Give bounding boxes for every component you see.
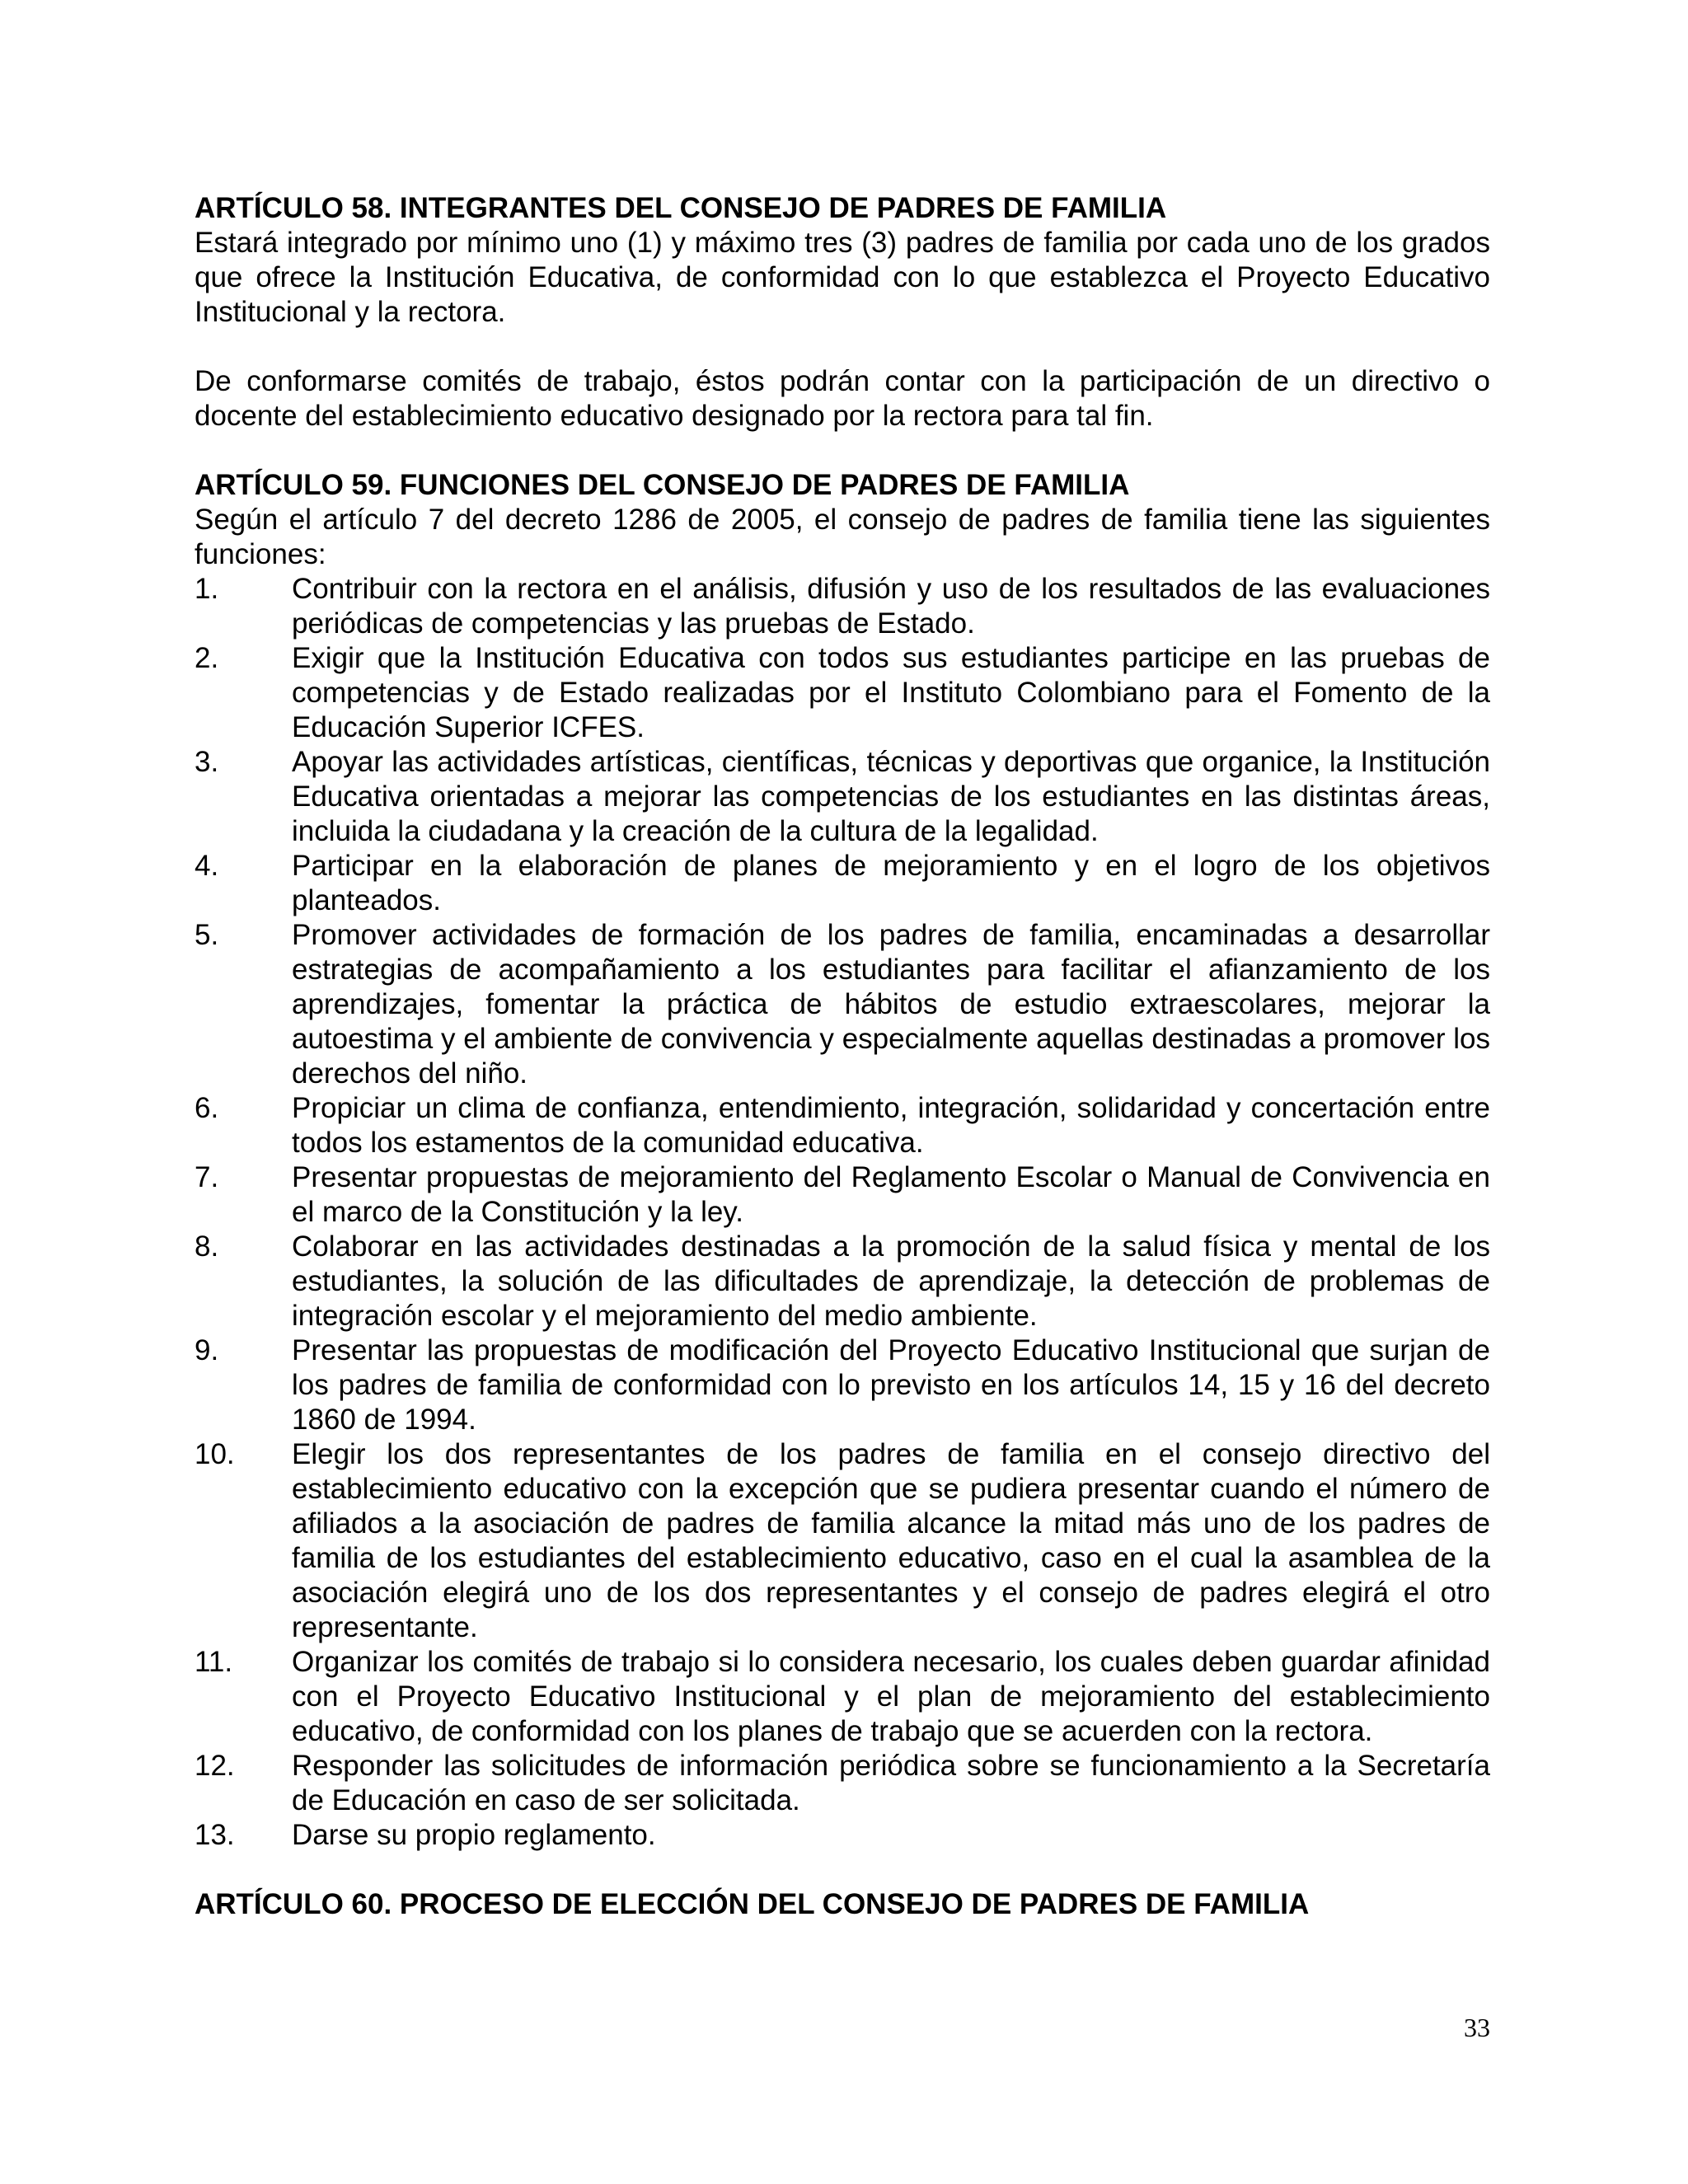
list-item-number: 9. bbox=[195, 1334, 219, 1366]
list-item-text: Elegir los dos representantes de los padres de familia en el consejo directivo del establecimiento educativo con la excepción que se pudiera presentar cuando el número de afiliados a la asociación de padres de familia alcance la mitad más uno de los padres de familia de los estudiantes del establecimiento educativo, caso en el cual la asamblea de la asociación elegirá uno de los dos representantes y el consejo de padres elegirá el otro representante. bbox=[292, 1438, 1490, 1643]
list-item-text: Apoyar las actividades artísticas, científicas, técnicas y deportivas que organice, la Institución Educativa orientadas a mejorar las competencias de los estudiantes en las distintas áreas, incluida la ciudadana y la creación de la cultura de la legalidad. bbox=[292, 746, 1490, 847]
list-item-number: 11. bbox=[195, 1646, 233, 1678]
article-58-paragraph-1: Estará integrado por mínimo uno (1) y máximo tres (3) padres de familia por cada uno de los grados que ofrece la Institución Educativa, de conformidad con lo que establezca el Proyecto Educativo Institucional y la rectora. bbox=[195, 227, 1490, 328]
list-item bbox=[195, 1091, 1490, 1160]
list-item-text: Presentar propuestas de mejoramiento del Reglamento Escolar o Manual de Convivencia en el marco de la Constitución y la ley. bbox=[292, 1161, 1490, 1228]
article-60-heading: ARTÍCULO 60. PROCESO DE ELECCIÓN DEL CONSEJO DE PADRES DE FAMILIA bbox=[195, 1888, 1310, 1920]
list-item-text: Exigir que la Institución Educativa con todos sus estudiantes participe en las pruebas de competencias y de Estado realizadas por el Instituto Colombiano para el Fomento de la Educación Superior ICFES. bbox=[292, 642, 1490, 743]
list-item-number: 8. bbox=[195, 1230, 219, 1263]
list-item-number: 6. bbox=[195, 1092, 219, 1124]
list-item bbox=[195, 918, 1490, 1091]
list-item-text: Organizar los comités de trabajo si lo considera necesario, los cuales deben guardar afinidad con el Proyecto Educativo Institucional y el plan de mejoramiento del establecimiento educativo, de conformidad con los planes de trabajo que se acuerden con la rectora. bbox=[292, 1646, 1490, 1747]
list-item-text: Promover actividades de formación de los padres de familia, encaminadas a desarrollar estrategias de acompañamiento a los estudiantes para facilitar el afianzamiento de los aprendizajes, fomentar la práctica de hábitos de estudio extraescolares, mejorar la autoestima y el ambiente de convivencia y especialmente aquellas destinadas a promover los derechos del niño. bbox=[292, 919, 1490, 1090]
list-item-text: Propiciar un clima de confianza, entendimiento, integración, solidaridad y concertación entre todos los estamentos de la comunidad educativa. bbox=[292, 1092, 1490, 1159]
section-spacer bbox=[195, 1853, 1490, 1887]
list-item bbox=[195, 641, 1490, 745]
article-59-intro: Según el artículo 7 del decreto 1286 de 2005, el consejo de padres de familia tiene las siguientes funciones: bbox=[195, 504, 1490, 570]
list-item-text: Darse su propio reglamento. bbox=[292, 1819, 656, 1851]
list-item-number: 1. bbox=[195, 573, 219, 605]
list-item bbox=[195, 1333, 1490, 1437]
list-item-number: 5. bbox=[195, 919, 219, 951]
page-number: 33 bbox=[1464, 2013, 1490, 2042]
list-item bbox=[195, 849, 1490, 918]
list-item-text: Colaborar en las actividades destinadas a la promoción de la salud física y mental de los estudiantes, la solución de las dificultades de aprendizaje, la detección de problemas de integración escolar y el mejoramiento del medio ambiente. bbox=[292, 1230, 1490, 1332]
list-item-text: Presentar las propuestas de modificación del Proyecto Educativo Institucional que surjan de los padres de familia de conformidad con lo previsto en los artículos 14, 15 y 16 del decreto 1860 de 1994. bbox=[292, 1334, 1490, 1436]
list-item bbox=[195, 1645, 1490, 1749]
list-item bbox=[195, 1230, 1490, 1333]
list-item bbox=[195, 1437, 1490, 1645]
list-item-text: Contribuir con la rectora en el análisis, difusión y uso de los resultados de las evaluaciones periódicas de competencias y las pruebas de Estado. bbox=[292, 573, 1490, 640]
list-item bbox=[195, 1749, 1490, 1818]
list-item-number: 3. bbox=[195, 746, 219, 778]
section-spacer bbox=[195, 434, 1490, 468]
list-item bbox=[195, 1160, 1490, 1230]
article-58-heading: ARTÍCULO 58. INTEGRANTES DEL CONSEJO DE PADRES DE FAMILIA bbox=[195, 192, 1167, 224]
list-item bbox=[195, 572, 1490, 641]
list-item-text: Participar en la elaboración de planes de mejoramiento y en el logro de los objetivos planteados. bbox=[292, 850, 1490, 916]
list-item bbox=[195, 745, 1490, 849]
list-item-number: 13. bbox=[195, 1819, 235, 1851]
list-item-number: 12. bbox=[195, 1750, 235, 1782]
paragraph-spacer bbox=[195, 330, 1490, 364]
list-item-number: 4. bbox=[195, 850, 219, 882]
list-item-number: 10. bbox=[195, 1438, 235, 1470]
list-item-number: 7. bbox=[195, 1161, 219, 1193]
functions-list bbox=[195, 572, 1490, 1853]
document-page bbox=[195, 191, 1490, 1922]
list-item bbox=[195, 1818, 1490, 1853]
article-58-paragraph-2: De conformarse comités de trabajo, éstos podrán contar con la participación de un directivo o docente del establecimiento educativo designado por la rectora para tal fin. bbox=[195, 365, 1490, 432]
list-item-number: 2. bbox=[195, 642, 219, 674]
list-item-text: Responder las solicitudes de información periódica sobre se funcionamiento a la Secretaría de Educación en caso de ser solicitada. bbox=[292, 1750, 1490, 1816]
article-59-heading: ARTÍCULO 59. FUNCIONES DEL CONSEJO DE PADRES DE FAMILIA bbox=[195, 469, 1130, 501]
